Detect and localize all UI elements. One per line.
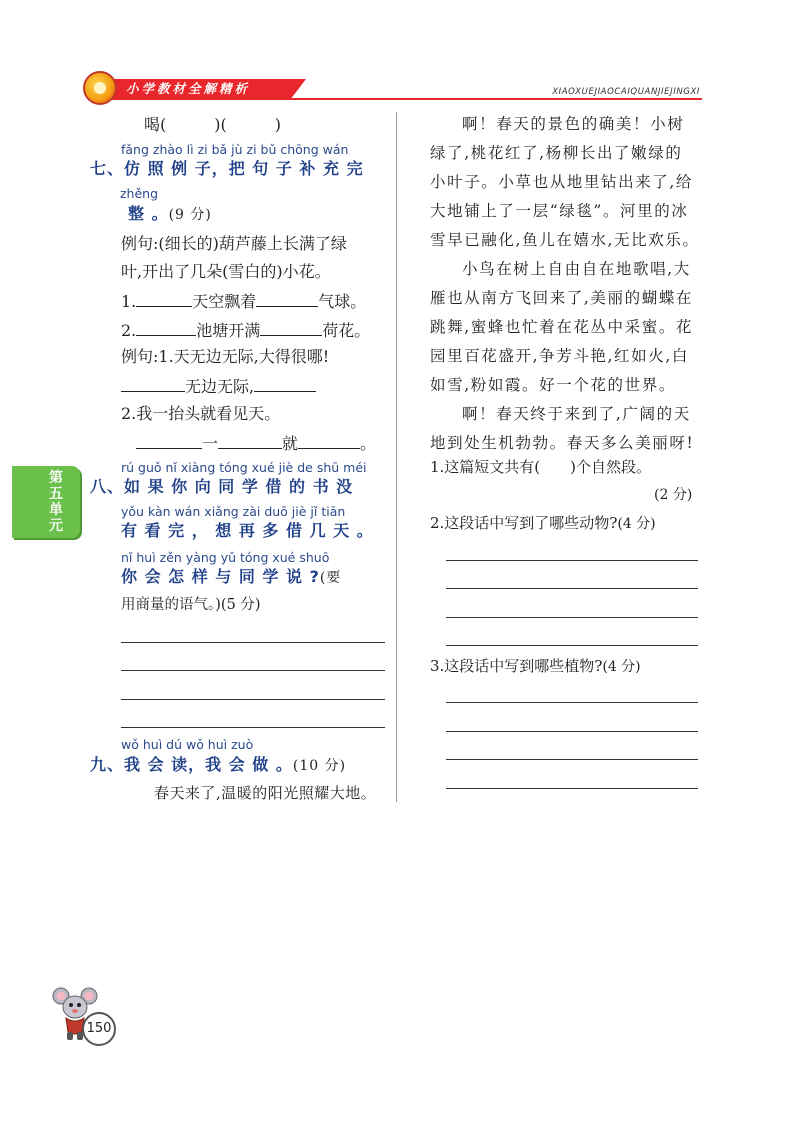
passage-line: 大地铺上了一层“绿毯”。河里的冰 — [430, 202, 689, 220]
q3-answer-line[interactable] — [446, 788, 698, 789]
passage-line: 雁也从南方飞回来了,美丽的蝴蝶在 — [430, 289, 694, 307]
prev-question-tail: 喝( )( ) — [144, 115, 281, 134]
q2-answer-line[interactable] — [446, 617, 698, 618]
question-2: 2.这段话中写到了哪些动物?(4 分) — [430, 514, 656, 532]
question-1: 1.这篇短文共有( )个自然段。 — [430, 458, 652, 476]
q8-answer-line[interactable] — [121, 699, 385, 700]
q7-item1-blank-b[interactable] — [256, 290, 318, 307]
q7-example2-blank-a[interactable] — [121, 375, 185, 392]
q7-item2: 2. 池塘开满 荷花。 — [121, 321, 371, 340]
q9-passage-start: 春天来了,温暖的阳光照耀大地。 — [154, 784, 377, 802]
unit-tab-label: 第五单元 — [49, 470, 63, 534]
q8-answer-line[interactable] — [121, 670, 385, 671]
q3-answer-line[interactable] — [446, 702, 698, 703]
passage-line: 园里百花盛开,争芳斗艳,红如火,白 — [430, 347, 689, 365]
question-3: 3.这段话中写到哪些植物?(4 分) — [430, 657, 641, 675]
passage-line: 绿了,桃花红了,杨柳长出了嫩绿的 — [430, 144, 683, 162]
q8-pinyin-line3: nǐ huì zěn yàng yǔ tóng xué shuō — [121, 550, 330, 565]
q7-fill-blank-a[interactable] — [136, 432, 202, 449]
q8-answer-line[interactable] — [121, 642, 385, 643]
q7-example1-line2: 叶,开出了几朵(雪白的)小花。 — [121, 262, 331, 281]
q7-fill-blank-c[interactable] — [298, 432, 360, 449]
q2-answer-line[interactable] — [446, 588, 698, 589]
q7-item1: 1. 天空飘着 气球。 — [121, 292, 367, 311]
passage-line: 啊！春天终于来到了,广阔的天 — [462, 405, 691, 423]
passage-line: 雪早已融化,鱼儿在嬉水,无比欢乐。 — [430, 231, 700, 249]
passage-line: 地到处生机勃勃。春天多么美丽呀! — [430, 434, 695, 452]
q7-pinyin-line1: fǎng zhào lì zi bǎ jù zi bǔ chōng wán — [121, 142, 349, 157]
passage-line: 啊！春天的景色的确美！小树 — [462, 115, 685, 133]
q7-title-line1: 七、仿 照 例 子，把 句 子 补 充 完 — [90, 159, 364, 178]
q7-item1-blank-a[interactable] — [136, 290, 192, 307]
q7-title-line2: 整 。(9 分) — [128, 204, 212, 223]
column-divider — [396, 112, 397, 802]
header-title: 小学教材全解精析 — [126, 81, 251, 96]
question-1-points: (2 分) — [654, 487, 693, 503]
q3-answer-line[interactable] — [446, 731, 698, 732]
q8-title-line4: 用商量的语气。)(5 分) — [121, 597, 261, 613]
q8-title-line3: 你 会 怎 样 与 同 学 说 ?(要 — [121, 567, 342, 586]
q7-example2-blank-b[interactable] — [254, 375, 316, 392]
q7-example2-line1: 例句:1.天无边无际,大得很哪! — [121, 347, 330, 366]
q7-item2-blank-b[interactable] — [260, 319, 322, 336]
q7-fill-line: 一 就 。 — [136, 432, 376, 455]
q8-answer-line[interactable] — [121, 727, 385, 728]
passage-line: 跳舞,蜜蜂也忙着在花丛中采蜜。花 — [430, 318, 694, 336]
header-pinyin: XIAOXUEJIAOCAIQUANJIEJINGXI — [552, 87, 700, 97]
header-rule — [290, 98, 702, 100]
q8-pinyin-line2: yǒu kàn wán xiǎng zài duō jiè jǐ tiān — [121, 504, 346, 519]
q3-answer-line[interactable] — [446, 759, 698, 760]
q2-answer-line[interactable] — [446, 645, 698, 646]
q7-example2-line2: 无边无际, — [121, 375, 316, 398]
q2-answer-line[interactable] — [446, 560, 698, 561]
q9-title: 九、我 会 读，我 会 做 。(10 分) — [90, 755, 347, 774]
q7-pinyin-line2: zhěng — [120, 186, 159, 201]
q7-example2-line3: 2.我一抬头就看见天。 — [121, 404, 281, 423]
passage-line: 如雪,粉如霞。好一个花的世界。 — [430, 376, 676, 394]
q9-points: (10 分) — [292, 758, 347, 774]
q8-pinyin-line1: rú guǒ nǐ xiàng tóng xué jiè de shū méi — [121, 460, 367, 475]
passage-line: 小鸟在树上自由自在地歌唱,大 — [462, 260, 691, 278]
q7-example1-line1: 例句:(细长的)葫芦藤上长满了绿 — [121, 234, 347, 253]
q8-title-line1: 八、如 果 你 向 同 学 借 的 书 没 — [90, 477, 354, 496]
q9-pinyin: wǒ huì dú wǒ huì zuò — [121, 737, 254, 752]
passage-line: 小叶子。小草也从地里钻出来了,给 — [430, 173, 694, 191]
q7-fill-blank-b[interactable] — [218, 432, 282, 449]
q7-item2-blank-a[interactable] — [136, 319, 196, 336]
page-number: 150 — [82, 1012, 116, 1046]
publisher-logo — [83, 71, 117, 105]
q7-points: (9 分) — [168, 207, 212, 223]
q8-title-line2: 有 看 完 ， 想 再 多 借 几 天 。 — [121, 521, 374, 540]
